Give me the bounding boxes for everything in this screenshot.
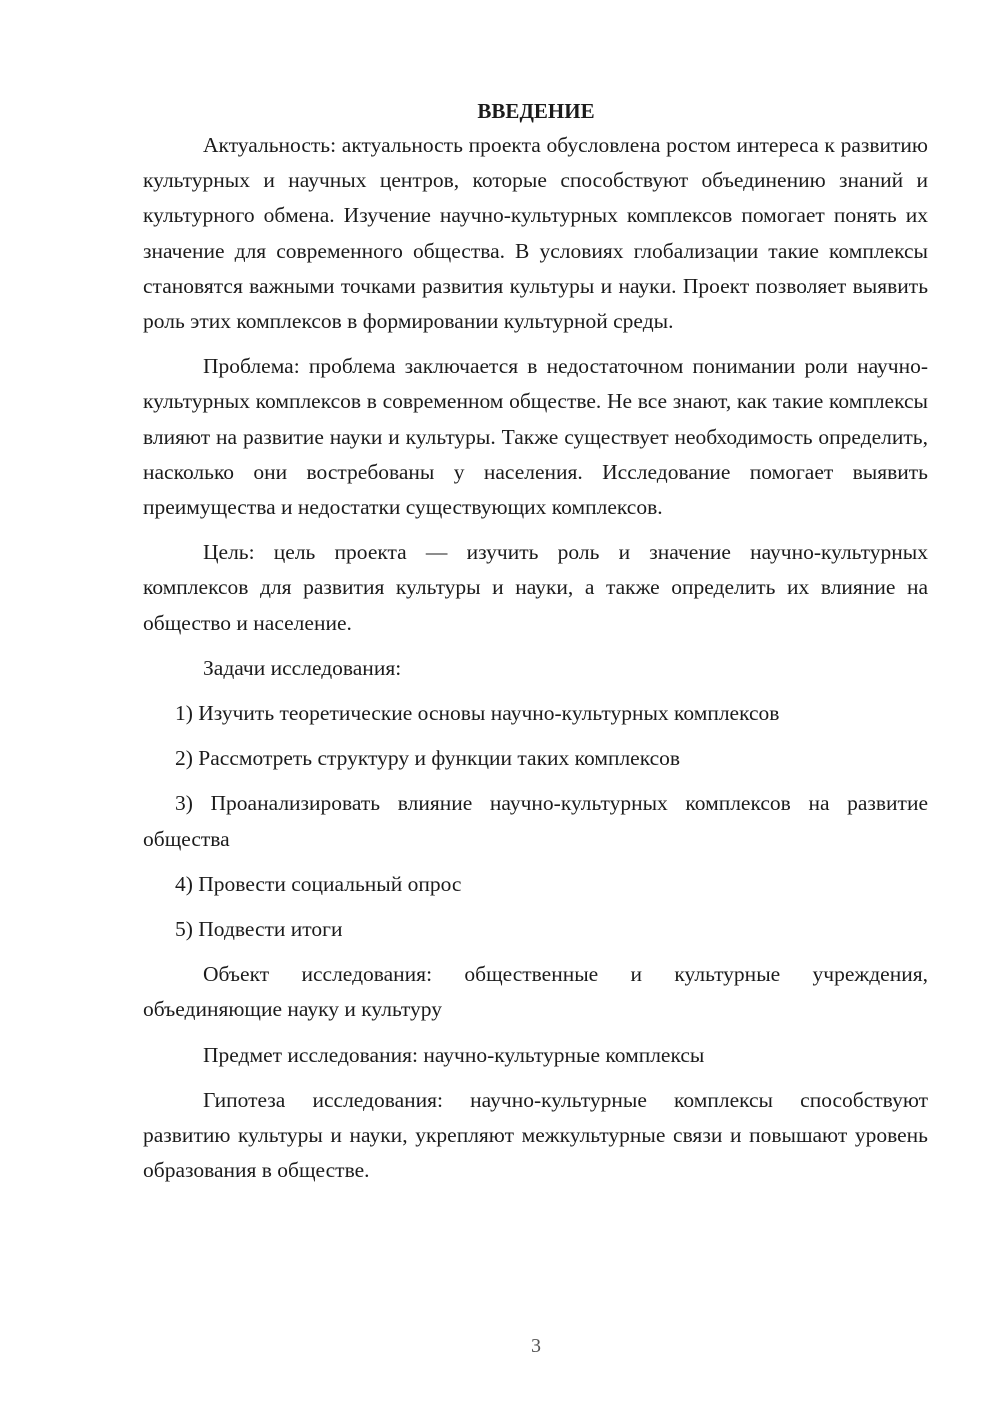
tasks-heading: Задачи исследования: [203,655,402,680]
goal-paragraph: Цель: цель проекта — изучить роль и значение научно-культурных комплексов для развития культуры и науки, а также определить их влияние на общество и население. [143,540,928,635]
problem-paragraph: Проблема: проблема заключается в недостаточном понимании роли научно-культурных комплексов в современном обществе. Не все знают, как такие комплексы влияют на развитие науки и культуры. Также существует необходимость определить, насколько они востребованы у населения. Исследование помогает выявить преимущества и недостатки существующих комплексов. [143,354,928,520]
task-item: 2) Рассмотреть структуру и функции таких комплексов [175,746,681,771]
task-item: 5) Подвести итоги [175,917,343,942]
task-item: 3) Проанализировать влияние научно-культурных комплексов на развитие общества [143,791,928,851]
relevance-paragraph: Актуальность: актуальность проекта обусловлена ростом интереса к развитию культурных и научных центров, которые способствуют объединению знаний и культурного обмена. Изучение научно-культурных комплексов помогает понять их значение для современного общества. В условиях глобализации такие комплексы становятся важными точками развития культуры и науки. Проект позволяет выявить роль этих комплексов в формировании культурной среды. [143,133,928,334]
object-paragraph: Объект исследования: общественные и культурные учреждения, объединяющие науку и культуру [143,962,928,1022]
hypothesis-paragraph: Гипотеза исследования: научно-культурные комплексы способствуют развитию культуры и науки, укрепляют межкультурные связи и повышают уровень образования в обществе. [143,1087,928,1183]
document-body [143,96,928,1198]
subject-paragraph: Предмет исследования: научно-культурные комплексы [203,1042,705,1067]
task-item: 4) Провести социальный опрос [175,871,462,896]
page-title: ВВЕДЕНИЕ [477,99,595,123]
page-number: 3 [531,1335,541,1357]
task-item: 1) Изучить теоретические основы научно-культурных комплексов [175,701,780,726]
